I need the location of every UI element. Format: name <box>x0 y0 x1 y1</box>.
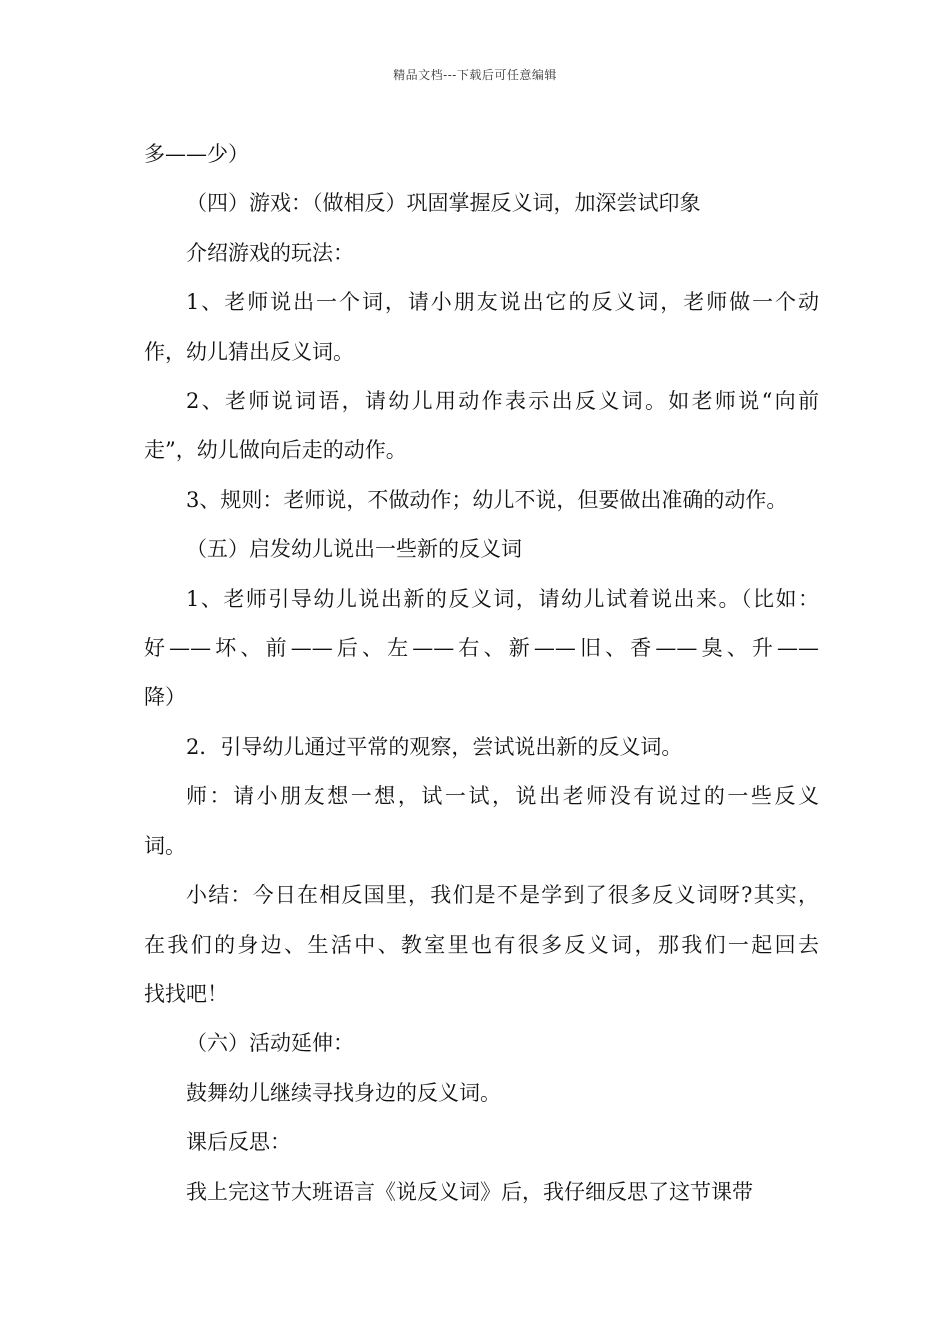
text-line: 师：请小朋友想一想，试一试，说出老师没有说过的一些反义 <box>186 784 819 809</box>
text-line: 1、老师引导幼儿说出新的反义词，请幼儿试着说出来。（比如： <box>186 586 819 611</box>
paragraph <box>144 525 819 574</box>
text-line: 鼓舞幼儿继续寻找身边的反义词。 <box>186 1080 501 1105</box>
paragraph <box>144 130 819 179</box>
paragraph <box>144 772 819 871</box>
text-line: 作，幼儿猜出反义词。 <box>144 339 354 364</box>
document-body <box>144 130 819 1217</box>
text-line: 我上完这节大班语言《说反义词》后，我仔细反思了这节课带 <box>186 1179 753 1204</box>
text-line: 2．引导幼儿通过平常的观察，尝试说出新的反义词。 <box>186 734 683 759</box>
page-header: 精品文档---下载后可任意编辑 <box>393 68 557 82</box>
text-line: （五）启发幼儿说出一些新的反义词 <box>186 537 522 562</box>
text-line: 词。 <box>144 833 186 858</box>
text-line: （六）活动延伸： <box>186 1031 354 1056</box>
text-line: 3、规则：老师说，不做动作；幼儿不说，但要做出准确的动作。 <box>186 487 788 512</box>
text-line: 介绍游戏的玩法： <box>186 240 354 265</box>
paragraph <box>144 1168 819 1217</box>
paragraph <box>144 1019 819 1068</box>
text-line: 好——坏、前——后、左——右、新——旧、香——臭、升—— <box>144 636 819 661</box>
paragraph <box>144 1118 819 1167</box>
text-line: 课后反思： <box>186 1130 291 1155</box>
paragraph <box>144 723 819 772</box>
paragraph <box>144 871 819 1019</box>
text-line: 2、老师说词语，请幼儿用动作表示出反义词。如老师说“向前 <box>186 389 819 414</box>
text-line: 多——少） <box>144 142 249 166</box>
paragraph <box>144 575 819 723</box>
paragraph <box>144 179 819 228</box>
text-line: 走”，幼儿做向后走的动作。 <box>144 438 407 463</box>
text-line: 1、老师说出一个词，请小朋友说出它的反义词，老师做一个动 <box>186 290 819 315</box>
paragraph <box>144 278 819 377</box>
text-line: 小结：今日在相反国里，我们是不是学到了很多反义词呀?其实， <box>186 883 819 908</box>
text-line: 找找吧！ <box>144 981 228 1006</box>
paragraph <box>144 476 819 525</box>
text-line: 降） <box>144 685 186 710</box>
paragraph <box>144 377 819 476</box>
paragraph <box>144 1069 819 1118</box>
paragraph <box>144 229 819 278</box>
text-line: 在我们的身边、生活中、教室里也有很多反义词，那我们一起回去 <box>144 932 819 957</box>
text-line: （四）游戏：（做相反）巩固掌握反义词，加深尝试印象 <box>186 191 701 216</box>
